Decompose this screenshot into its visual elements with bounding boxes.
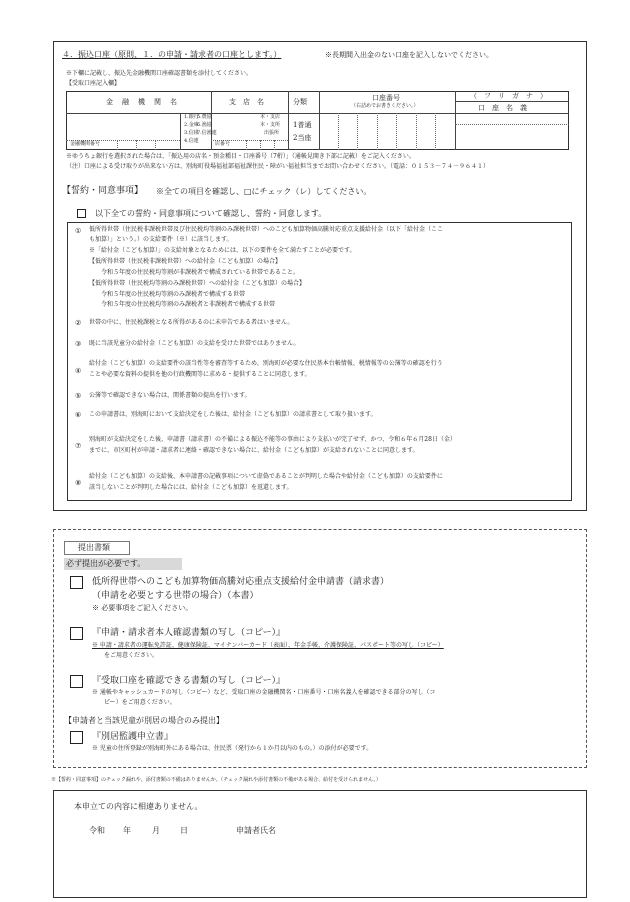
consent-item1-sub-text: 令和５年度の住民税均等割のみ課税者で構成する世帯 — [101, 291, 246, 298]
consent-item-num: ⑥ — [75, 411, 82, 419]
bank-type-option[interactable]: 2.金庫 — [184, 122, 199, 128]
consent-item-text: 既に当該児童分の給付金（こども加算）の支給を受けた世帯ではありません。 — [89, 340, 300, 347]
consent-item-text: 別海町が支給決定をした後、申請書（請求書）の不備による振込不能等の事由により支払いが完了せず、かつ、令和６年６月28日（金） — [89, 436, 456, 443]
consent-item-text: 給付金（こども加算）の支給後、本申請書の記載事項について虚偽であることが判明した場合や給付金（こども加算）の支給要件に — [89, 473, 443, 480]
account-type-option[interactable]: 1普通 — [293, 121, 312, 129]
bank-type-option[interactable]: 6.漁協 — [197, 122, 212, 128]
consent-title: 【誓約・同意事項】 — [62, 186, 144, 196]
doc1-note: ※ 必要事項をご記入ください。 — [92, 604, 193, 612]
consent-item-num: ⑤ — [75, 392, 82, 400]
col-furigana: （ フ リ ガ ナ ） — [470, 92, 547, 100]
bank-code-label: 金融機関番号 — [70, 141, 101, 147]
signature-year-label[interactable]: 年 — [123, 826, 131, 835]
consent-checkbox[interactable] — [77, 209, 86, 218]
doc3-title: 『受取口座を確認できる書類の写し（コピー）』 — [92, 676, 286, 686]
consent-item1-sub-text: 令和５年度の住民税均等割のみ課税者と非課税者で構成する世帯 — [101, 301, 276, 308]
separate-residence-label: 【申請者と当該児童が別居の場合のみ提出】 — [64, 716, 224, 725]
doc4-note: ※ 児童の住所登録が別海町外にある場合は、住民票（発行から１か月以内のもの。）の添付が必要です。 — [92, 745, 373, 752]
consent-item1-sub-heading: 【低所得世帯（住民税非課税世帯）への給付金（こども加算）の場合】 — [89, 258, 282, 265]
consent-item-num: ③ — [75, 340, 82, 348]
account-type-option[interactable]: 2当座 — [293, 134, 312, 142]
signature-era: 令和 — [89, 826, 105, 835]
no-account-note: （注）口座による受け取りが出来ない方は、別海町役場福祉部福祉課住民・障がい福祉担当までお問い合わせください。（電話：０１５３－７４－９６４１） — [66, 163, 490, 170]
consent-item-num: ⑦ — [75, 442, 82, 450]
branch-type-option[interactable]: 本・支所 — [260, 122, 281, 128]
doc1-subtitle: （申請を必要とする世帯の場合）（本書） — [92, 591, 259, 601]
branch-code-label: 店番号 — [215, 141, 231, 147]
bank-form-label: 【受取口座記入欄】 — [66, 80, 121, 87]
bank-type-option[interactable]: 1.銀行 — [184, 114, 199, 120]
bank-type-option[interactable]: 7.信漁連 — [197, 130, 217, 136]
doc2-note: ※ 申請・請求者の運転免許証、健康保険証、マイナンバーカード（表面）、年金手帳、介護保険証、パスポート等の写し（コピー） — [92, 642, 444, 649]
col-account-type: 分類 — [293, 98, 307, 106]
documents-title-text: 提出書類 — [78, 543, 110, 552]
signature-day-label[interactable]: 日 — [180, 826, 188, 835]
bank-title-note: ※長期間入出金のない口座を記入しないでください。 — [325, 51, 493, 59]
doc1-title: 低所得世帯へのこども加算物価高騰対応重点支援給付金申請書（請求書） — [92, 577, 390, 587]
consent-item-text: この申請書は、別海町において支給決定をした後は、給付金（こども加算）の請求書として取り扱います。 — [89, 411, 377, 418]
footer-warning-note: ※【誓約・同意事項】のチェック漏れや、添付書類の不備はありませんか。（チェック漏れや添付書類の不備がある場合、給付を受けられません。） — [51, 777, 381, 783]
branch-type-option[interactable]: 出張所 — [264, 130, 280, 136]
consent-checkbox-label: 以下全ての誓約・同意事項について確認し、誓約・同意します。 — [95, 209, 327, 218]
consent-item-num: ① — [75, 227, 82, 235]
bank-note-attach: ※下欄に記載し、振込先金融機関口座確認書類を添付してください。 — [66, 70, 253, 77]
bank-type-option[interactable]: 5.農協 — [197, 114, 212, 120]
signature-statement: 本申立ての内容に相違ありません。 — [74, 802, 203, 811]
doc2-note: をご用意ください。 — [104, 652, 159, 659]
bank-type-option[interactable]: 4.信連 — [184, 138, 199, 144]
doc3-note: ※ 通帳やキャッシュカードの写し（コピー）など、受取口座の金融機関名・口座番号・口座名義人を確認できる部分の写し（コ — [92, 689, 436, 696]
doc3-note: ピー）をご用意ください。 — [104, 699, 176, 706]
col-branch-name: 支 店 名 — [229, 98, 264, 106]
col-bank-name: 金 融 機 関 名 — [106, 98, 178, 106]
yucho-note: ※ゆうちょ銀行を選択された場合は、「振込用の店名・預金種目・口座番号（7桁）」（通帳見開き下部に記載）をご記入ください。 — [66, 153, 415, 160]
applicant-name-field[interactable] — [290, 822, 560, 838]
consent-title-note: ※全ての項目を確認し、□にチェック（レ）してください。 — [156, 187, 372, 196]
required-text: 必ず提出が必要です。 — [66, 559, 146, 568]
bank-section-title: ４．振込口座（原則、１．の申請・請求者の口座とします。） — [62, 50, 282, 59]
consent-item-text: 給付金（こども加算）の支給要件の該当性等を審査等するため、別海町が必要な住民基本台帳情報、税情報等の公簿等の確認を行う — [89, 360, 443, 367]
doc2-checkbox[interactable] — [70, 627, 83, 640]
branch-type-option[interactable]: 本・支店 — [260, 114, 281, 120]
consent-item1-sub-heading: 【低所得世帯（住民税均等割のみ課税世帯）への給付金（こども加算）の場合】 — [89, 280, 306, 287]
doc2-title: 『申請・請求者本人確認書類の写し（コピー）』 — [92, 628, 286, 638]
consent-item-text: 公簿等で確認できない場合は、関係書類の提出を行います。 — [89, 392, 251, 399]
col-account-number: 口座番号 — [372, 94, 400, 102]
doc4-checkbox[interactable] — [70, 731, 83, 744]
consent-item-num: ⑧ — [75, 479, 82, 487]
consent-item1-note: ※「給付金（こども加算）」の支給対象となるためには、以下の要件を全て満たすことが必要です。 — [89, 247, 356, 254]
doc1-checkbox[interactable] — [70, 576, 83, 589]
doc4-title: 『別居監護申立書』 — [92, 732, 174, 742]
consent-item-num: ② — [75, 319, 82, 327]
consent-item-num: ④ — [75, 367, 82, 375]
consent-item1-sub-text: 令和５年度の住民税均等割が非課税者で構成されている世帯であること。 — [101, 269, 300, 276]
bank-table-header-line — [66, 113, 569, 114]
consent-item-text: 該当しないことが判明した場合には、給付金（こども加算）を返還します。 — [89, 484, 293, 491]
col-account-holder: 口 座 名 義 — [478, 104, 527, 112]
consent-item-text: 低所得世帯（住民税非課税世帯及び住民税均等割のみ課税世帯）へのこども加算物価高騰対応重点支援給付金（以下「給付金（ここ — [89, 226, 444, 233]
col-account-number-sub: （右詰めでお書きください。） — [351, 103, 419, 109]
doc3-checkbox[interactable] — [70, 675, 83, 688]
bank-type-option[interactable]: 3.信組 — [184, 130, 199, 136]
consent-item-text: 世帯の中に、住民税課税となる所得があるのに未申告である者はいません。 — [89, 319, 294, 326]
signature-month-label[interactable]: 月 — [152, 826, 160, 835]
consent-item-text: も加算）」という。）の支給要件（※）に該当します。 — [89, 236, 233, 243]
consent-item-text: ことや必要な資料の提供を他の行政機関等に求める・提供することに同意します。 — [89, 371, 311, 378]
consent-item-text: までに、市区町村が申請・請求者に連絡・確認できない場合に、給付金（こども加算）が支給されないことに同意します。 — [89, 447, 419, 454]
applicant-name-label: 申請者氏名 — [236, 826, 276, 835]
